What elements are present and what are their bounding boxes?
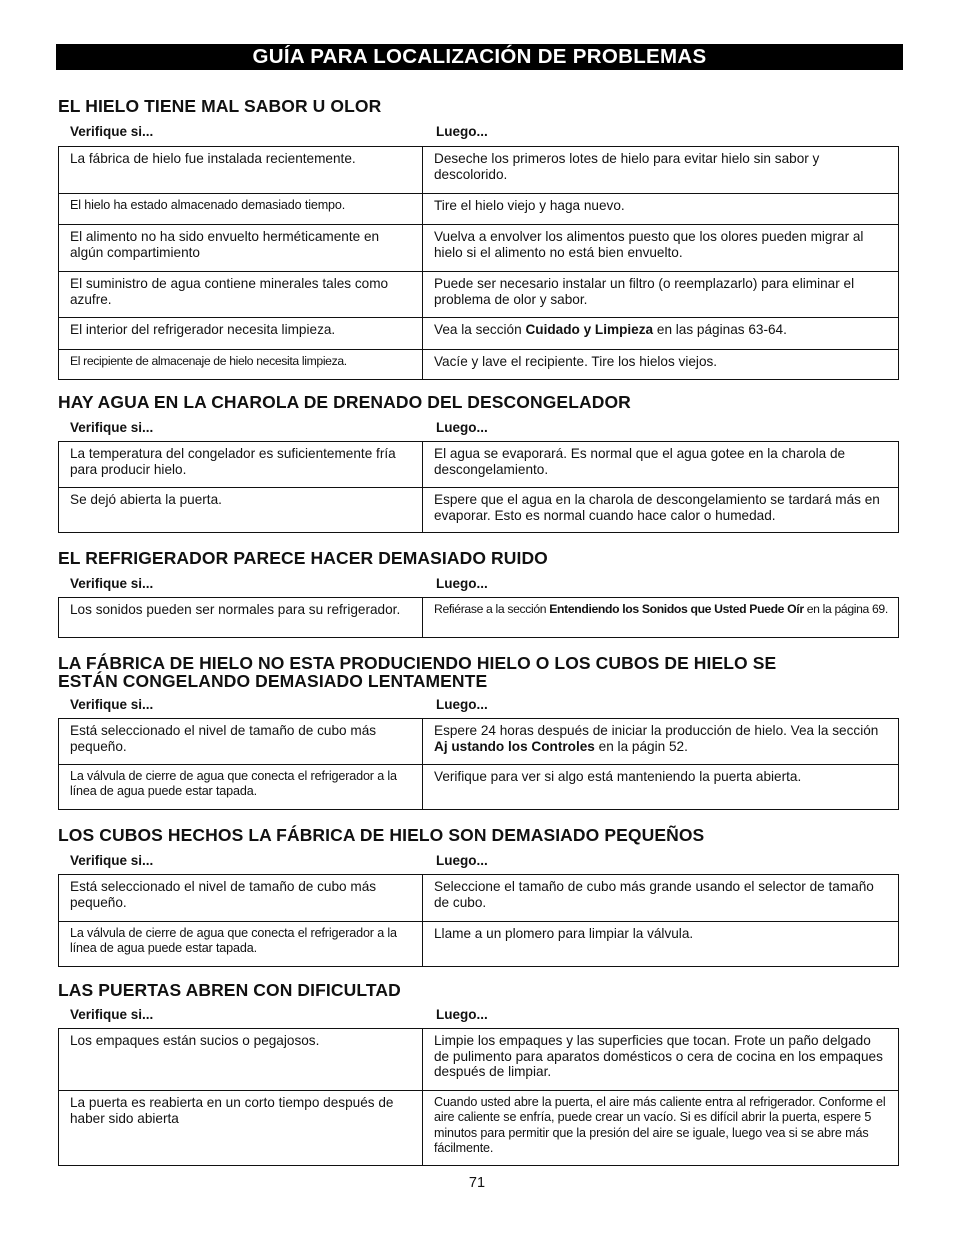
table-row <box>59 488 899 533</box>
check-cell: El alimento no ha sido envuelto herméticamente en algún compartimiento <box>59 225 423 272</box>
table-row <box>59 875 899 922</box>
table-row <box>59 318 899 350</box>
section-title-line: LA FÁBRICA DE HIELO NO ESTA PRODUCIENDO HIELO O LOS CUBOS DE HIELO SE <box>58 653 777 673</box>
then-cell: Cuando usted abre la puerta, el aire más caliente entra al refrigerador. Conforme el aire caliente se enfría, puede crear un vacío. Si es difícil abrir la puerta, espere 5 minutos para permitir que la presión del aire se iguale, luego vea si se abre más fácilmente. <box>423 1091 899 1166</box>
then-text: Refiérase a la sección <box>434 602 550 616</box>
then-cell: Deseche los primeros lotes de hielo para evitar hielo sin sabor y descolorido. <box>423 147 899 194</box>
then-text-bold: Aj ustando los Controles <box>434 738 595 754</box>
check-cell: La válvula de cierre de agua que conecta el refrigerador a la línea de agua puede estar tapada. <box>59 765 423 810</box>
table-row <box>59 922 899 967</box>
section-title-ice-production <box>58 654 776 690</box>
section-title-line: ESTÁN CONGELANDO DEMASIADO LENTAMENTE <box>58 671 488 691</box>
table-row <box>59 272 899 318</box>
column-header-then: Luego... <box>436 853 488 868</box>
column-header-then: Luego... <box>436 697 488 712</box>
table-bad-taste <box>58 146 899 380</box>
table-ice-production <box>58 718 899 810</box>
check-cell: La puerta es reabierta en un corto tiempo después de haber sido abierta <box>59 1091 423 1166</box>
then-text: en la página 69. <box>803 602 888 616</box>
column-header-then: Luego... <box>436 420 488 435</box>
then-cell: Tire el hielo viejo y haga nuevo. <box>423 194 899 225</box>
then-cell: Vacíe y lave el recipiente. Tire los hielos viejos. <box>423 350 899 380</box>
check-cell: La fábrica de hielo fue instalada recientemente. <box>59 147 423 194</box>
then-cell: Verifique para ver si algo está manteniendo la puerta abierta. <box>423 765 899 810</box>
then-cell: El agua se evaporará. Es normal que el agua gotee en la charola de descongelamiento. <box>423 442 899 488</box>
then-cell <box>423 318 899 350</box>
page-banner: GUÍA PARA LOCALIZACIÓN DE PROBLEMAS <box>56 44 903 70</box>
then-cell: Seleccione el tamaño de cubo más grande usando el selector de tamaño de cubo. <box>423 875 899 922</box>
table-row <box>59 225 899 272</box>
then-cell <box>423 598 899 638</box>
section-title-noise: EL REFRIGERADOR PARECE HACER DEMASIADO RUIDO <box>58 548 548 568</box>
column-header-then: Luego... <box>436 124 488 139</box>
table-row <box>59 1091 899 1166</box>
table-row <box>59 598 899 638</box>
then-text: en la págin 52. <box>594 738 688 754</box>
check-cell: El hielo ha estado almacenado demasiado tiempo. <box>59 194 423 225</box>
then-cell: Espere que el agua en la charola de descongelamiento se tardará más en evaporar. Esto es normal cuando hace calor o humedad. <box>423 488 899 533</box>
page-number: 71 <box>468 1175 486 1191</box>
check-cell: La válvula de cierre de agua que conecta el refrigerador a la línea de agua puede estar tapada. <box>59 922 423 967</box>
column-header-check: Verifique si... <box>70 853 154 868</box>
table-row <box>59 719 899 765</box>
check-cell: El interior del refrigerador necesita limpieza. <box>59 318 423 350</box>
column-header-check: Verifique si... <box>70 697 154 712</box>
section-title-bad-taste: EL HIELO TIENE MAL SABOR U OLOR <box>58 96 382 116</box>
check-cell: La temperatura del congelador es suficientemente fría para producir hielo. <box>59 442 423 488</box>
table-small-cubes <box>58 874 899 967</box>
column-header-check: Verifique si... <box>70 124 154 139</box>
table-row <box>59 1029 899 1091</box>
section-title-doors: LAS PUERTAS ABREN CON DIFICULTAD <box>58 980 401 1000</box>
then-cell: Llame a un plomero para limpiar la válvula. <box>423 922 899 967</box>
table-row <box>59 765 899 810</box>
column-header-check: Verifique si... <box>70 1007 154 1022</box>
column-header-then: Luego... <box>436 1007 488 1022</box>
then-text-bold: Entendiendo los Sonidos que Usted Puede Oír <box>549 602 804 616</box>
section-title-small-cubes: LOS CUBOS HECHOS LA FÁBRICA DE HIELO SON DEMASIADO PEQUEÑOS <box>58 825 705 845</box>
section-title-drain-pan: HAY AGUA EN LA CHAROLA DE DRENADO DEL DESCONGELADOR <box>58 392 631 412</box>
table-row <box>59 442 899 488</box>
table-drain-pan <box>58 441 899 533</box>
column-header-then: Luego... <box>436 576 488 591</box>
check-cell: Los empaques están sucios o pegajosos. <box>59 1029 423 1091</box>
then-text: en las páginas 63-64. <box>653 322 787 337</box>
then-text: Vea la sección <box>434 322 526 337</box>
then-cell: Puede ser necesario instalar un filtro (o reemplazarlo) para eliminar el problema de olor y sabor. <box>423 272 899 318</box>
then-cell: Limpie los empaques y las superficies que tocan. Frote un paño delgado de pulimento para aparatos domésticos o cera de cocina en los empaques después de limpiar. <box>423 1029 899 1091</box>
table-row <box>59 350 899 380</box>
check-cell: Los sonidos pueden ser normales para su refrigerador. <box>59 598 423 638</box>
check-cell: El recipiente de almacenaje de hielo necesita limpieza. <box>59 350 423 380</box>
column-header-check: Verifique si... <box>70 420 154 435</box>
check-cell: Está seleccionado el nivel de tamaño de cubo más pequeño. <box>59 719 423 765</box>
table-noise <box>58 597 899 638</box>
then-text-bold: Cuidado y Limpieza <box>525 322 654 337</box>
table-doors <box>58 1028 899 1166</box>
table-row <box>59 194 899 225</box>
table-row <box>59 147 899 194</box>
then-cell <box>423 719 899 765</box>
column-header-check: Verifique si... <box>70 576 154 591</box>
then-text: Espere 24 horas después de iniciar la producción de hielo. Vea la sección <box>434 723 879 738</box>
then-cell: Vuelva a envolver los alimentos puesto que los olores pueden migrar al hielo si el alimento no está bien envuelto. <box>423 225 899 272</box>
check-cell: Se dejó abierta la puerta. <box>59 488 423 533</box>
check-cell: El suministro de agua contiene minerales tales como azufre. <box>59 272 423 318</box>
check-cell: Está seleccionado el nivel de tamaño de cubo más pequeño. <box>59 875 423 922</box>
